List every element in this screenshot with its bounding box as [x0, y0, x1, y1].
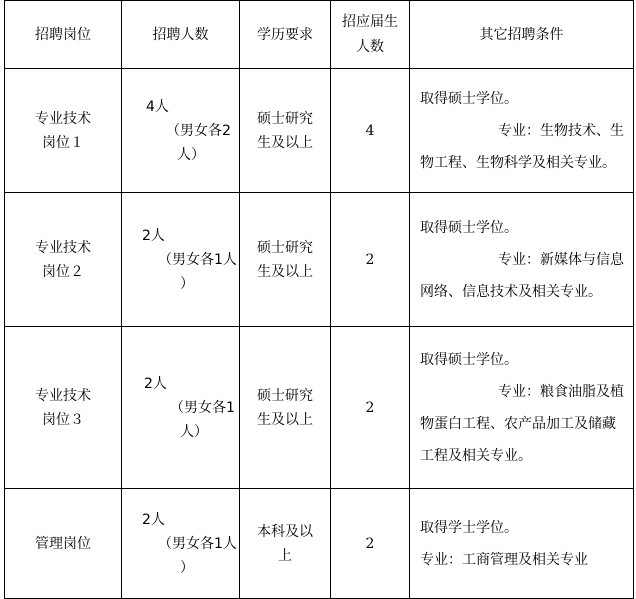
count-gender: （男女各2: [166, 122, 231, 139]
conditions-cell: [410, 489, 634, 599]
position-line: 专业技术: [35, 387, 91, 404]
graduates-cell: 2: [331, 489, 410, 599]
education-line: 硕士研究: [257, 110, 313, 127]
count-number: 2人: [142, 227, 165, 244]
header-other-conditions: 其它招聘条件: [410, 1, 634, 69]
education-line: 上: [278, 547, 292, 564]
position-line: 管理岗位: [35, 535, 91, 552]
major-requirement: 专业：工商管理及相关专业: [420, 551, 588, 568]
header-education: 学历要求: [240, 1, 331, 69]
table-row: [5, 69, 634, 193]
count-cell: [122, 69, 240, 193]
count-number: 2人: [144, 375, 167, 392]
major-requirement: 专业：新媒体与信息网络、信息技术及相关专业。: [420, 251, 624, 300]
education-cell: [240, 327, 331, 489]
education-line: 硕士研究: [257, 239, 313, 256]
position-cell: [5, 193, 122, 327]
count-tail: ）: [180, 559, 194, 576]
position-line: 专业技术: [35, 110, 91, 127]
count-cell: [122, 327, 240, 489]
position-line: 岗位３: [42, 411, 84, 428]
table-header-row: [5, 1, 634, 69]
count-number: 2人: [142, 511, 165, 528]
education-cell: [240, 193, 331, 327]
count-tail: ）: [180, 275, 194, 292]
position-cell: [5, 489, 122, 599]
education-line: 本科及以: [257, 523, 313, 540]
recruitment-table: [4, 0, 634, 599]
table-row: [5, 327, 634, 489]
education-line: 生及以上: [257, 134, 313, 151]
education-cell: [240, 69, 331, 193]
count-cell: [122, 193, 240, 327]
graduates-cell: 2: [331, 327, 410, 489]
count-gender: （男女各1: [170, 399, 235, 416]
conditions-cell: [410, 193, 634, 327]
education-line: 生及以上: [257, 263, 313, 280]
count-tail: 人）: [180, 423, 208, 440]
count-cell: [122, 489, 240, 599]
conditions-cell: [410, 327, 634, 489]
position-cell: [5, 69, 122, 193]
education-cell: [240, 489, 331, 599]
table-row: [5, 193, 634, 327]
degree-requirement: 取得硕士学位。: [420, 351, 518, 368]
position-line: 岗位１: [42, 134, 84, 151]
degree-requirement: 取得硕士学位。: [420, 90, 518, 107]
count-number: 4人: [146, 98, 169, 115]
position-line: 专业技术: [35, 239, 91, 256]
degree-requirement: 取得学士学位。: [420, 519, 518, 536]
header-position: 招聘岗位: [5, 1, 122, 69]
degree-requirement: 取得硕士学位。: [420, 219, 518, 236]
position-cell: [5, 327, 122, 489]
education-line: 生及以上: [257, 411, 313, 428]
header-count: 招聘人数: [122, 1, 240, 69]
header-graduates-text: 招应届生人数: [342, 13, 398, 55]
major-requirement: 专业：粮食油脂及植物蛋白工程、农产品加工及储藏工程及相关专业。: [420, 383, 624, 464]
count-gender: （男女各1人: [158, 535, 237, 552]
header-graduates: [331, 1, 410, 69]
graduates-cell: 2: [331, 193, 410, 327]
position-line: 岗位２: [42, 263, 84, 280]
conditions-cell: [410, 69, 634, 193]
count-tail: 人）: [177, 146, 205, 163]
major-requirement: 专业：生物技术、生物工程、生物科学及相关专业。: [420, 122, 624, 171]
count-gender: （男女各1人: [158, 251, 237, 268]
graduates-cell: 4: [331, 69, 410, 193]
education-line: 硕士研究: [257, 387, 313, 404]
table-row: [5, 489, 634, 599]
